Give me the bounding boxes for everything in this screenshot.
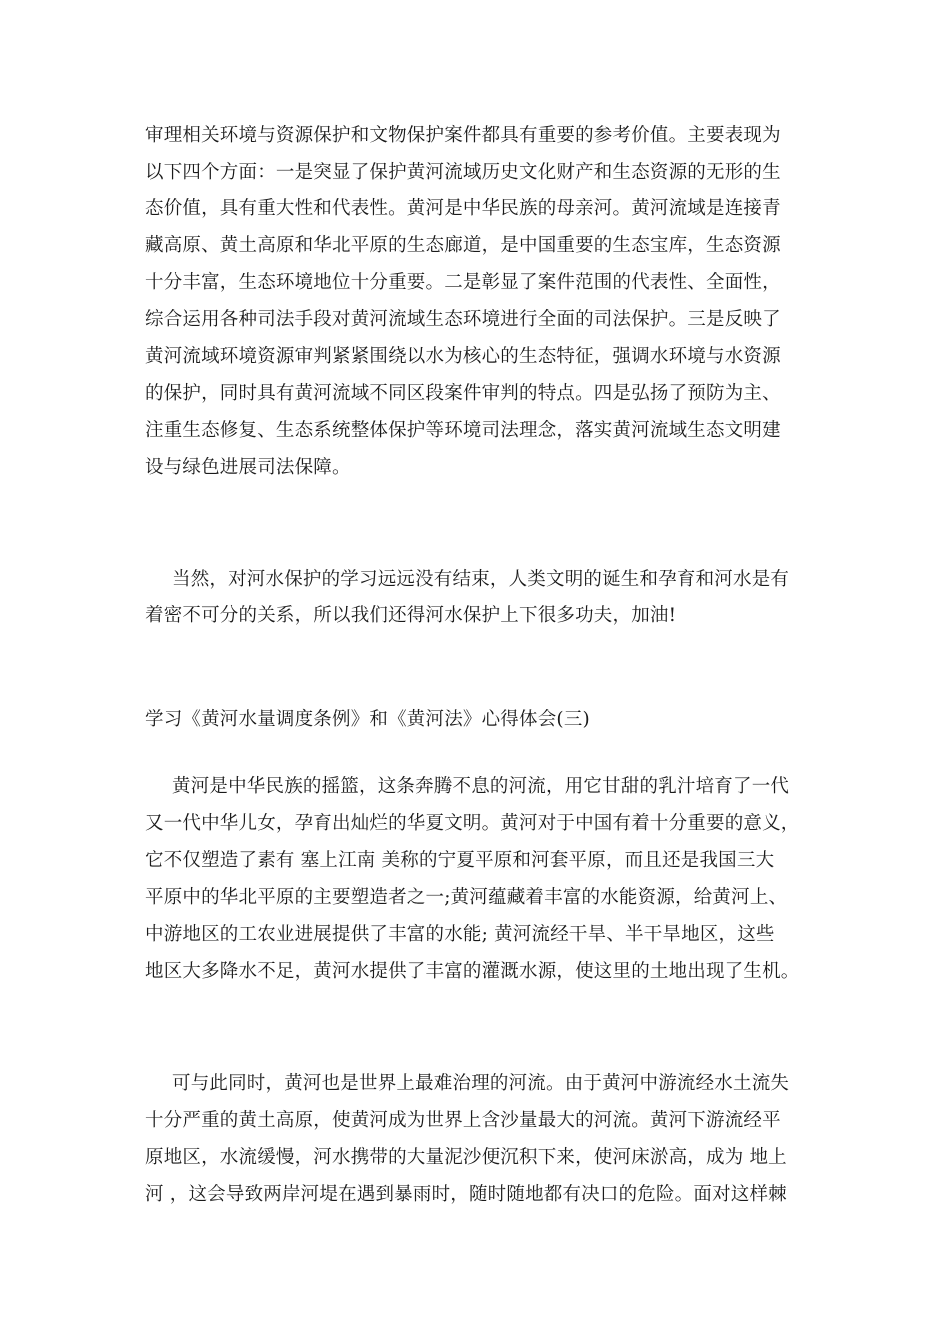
text-line: 又一代中华儿女，孕育出灿烂的华夏文明。黄河对于中国有着十分重要的意义， (145, 813, 800, 834)
text-line: 中游地区的工农业进展提供了丰富的水能; 黄河流经干旱、半干旱地区，这些 (145, 924, 775, 945)
text-line: 平原中的华北平原的主要塑造者之一;黄河蕴藏着丰富的水能资源，给黄河上、 (145, 887, 788, 908)
text-line: 注重生态修复、生态系统整体保护等环境司法理念，落实黄河流域生态文明建 (145, 420, 781, 441)
text-line: 态价值，具有重大性和代表性。黄河是中华民族的母亲河。黄河流域是连接青 (145, 198, 781, 219)
text-line: 设与绿色进展司法保障。 (145, 457, 351, 478)
text-line: 黄河是中华民族的摇篮，这条奔腾不息的河流，用它甘甜的乳汁培育了一代 (172, 776, 790, 797)
text-line: 河 ，这会导致两岸河堤在遇到暴雨时，随时随地都有决口的危险。面对这样棘 (145, 1184, 787, 1205)
section-heading: 学习《黄河水量调度条例》和《黄河法》心得体会(三) (145, 709, 590, 730)
text-line: 藏高原、黄土高原和华北平原的生态廊道，是中国重要的生态宝库，生态资源 (145, 235, 781, 256)
text-line: 十分严重的黄土高原，使黄河成为世界上含沙量最大的河流。黄河下游流经平 (145, 1110, 781, 1131)
text-line: 以下四个方面：一是突显了保护黄河流域历史文化财产和生态资源的无形的生 (145, 162, 781, 183)
text-line: 着密不可分的关系，所以我们还得河水保护上下很多功夫，加油! (145, 605, 677, 626)
text-line: 黄河流域环境资源审判紧紧围绕以水为核心的生态特征，强调水环境与水资源 (145, 346, 781, 367)
text-line: 的保护，同时具有黄河流域不同区段案件审判的特点。四是弘扬了预防为主、 (145, 383, 781, 404)
text-line: 综合运用各种司法手段对黄河流域生态环境进行全面的司法保护。三是反映了 (145, 309, 781, 330)
text-line: 它不仅塑造了素有 塞上江南 美称的宁夏平原和河套平原，而且还是我国三大 (145, 850, 775, 871)
text-line: 地区大多降水不足，黄河水提供了丰富的灌溉水源，使这里的土地出现了生机。 (145, 961, 800, 982)
text-line: 可与此同时，黄河也是世界上最难治理的河流。由于黄河中游流经水土流失 (172, 1073, 790, 1094)
text-line: 原地区，水流缓慢，河水携带的大量泥沙便沉积下来，使河床淤高，成为 地上 (145, 1147, 787, 1168)
text-line: 十分丰富，生态环境地位十分重要。二是彰显了案件范围的代表性、全面性， (145, 272, 781, 293)
text-line: 当然，对河水保护的学习远远没有结束，人类文明的诞生和孕育和河水是有 (172, 569, 790, 590)
text-line: 审理相关环境与资源保护和文物保护案件都具有重要的参考价值。主要表现为 (145, 125, 781, 146)
